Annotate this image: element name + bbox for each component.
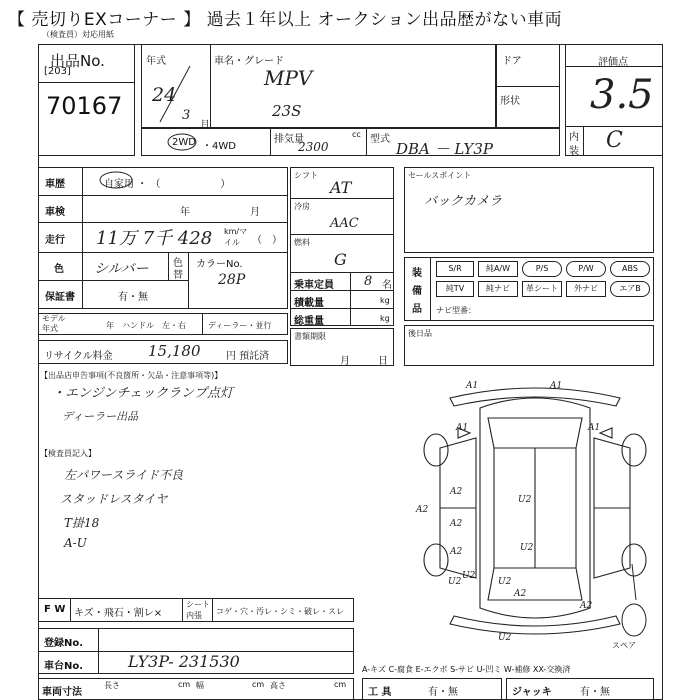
shift-value: AT [330,178,352,197]
fw-vl-1 [70,598,71,622]
seller-note-1: ・エンジンチェックランプ点灯 [52,386,233,401]
history-label: 車歴 [45,179,65,190]
inspector-note-2: スタッドレスタイヤ [60,492,168,506]
aircon-value: AAC [330,216,359,231]
dim-height-unit: cm [334,680,347,689]
drive-2wd-circle [166,132,198,152]
damage-mark: A1 [466,381,479,391]
equipment-vl [430,257,431,321]
dim-long: 長さ [104,681,120,690]
shape-label: 形状 [500,96,520,107]
legend: A-キズ C-腐食 E-エクボ S-サビ U-凹ミ W-補修 XX-交換済 [362,665,571,674]
capacity-label: 乗車定員 [294,280,334,291]
equip-ext-navi: 外ナビ [566,281,606,297]
door-label: ドア [502,56,522,67]
mileage-unit: km/マイル [224,227,248,247]
fw-vl-2 [182,598,183,622]
interior-vdivider [583,126,584,156]
drive-2wd: 2WD [172,137,196,148]
year-month-unit: 月 [200,120,210,131]
model-year-label-2: 年式 [42,324,58,333]
interior-value: C [606,128,623,153]
dim-width-unit: cm [252,680,265,689]
inspector-note-4: A-U [64,536,87,550]
doc-date-label: 書類期限 [294,332,326,341]
hl-4 [38,280,188,281]
doc-date-day: 日 [378,356,388,367]
interior-label-1: 内 [569,132,579,143]
spec-hl-3 [290,272,394,273]
damage-mark: U2 [518,495,532,505]
recycle-value: 15,180 [148,342,201,360]
displacement-unit: cc [352,130,361,139]
gross-label: 総重量 [294,316,324,327]
aircon-label: 冷房 [294,202,310,211]
year-label: 年式 [146,56,166,67]
equip-navi: 純ナビ [478,281,518,297]
equip-abs: ABS [610,261,650,277]
color-value: シルバー [94,261,149,277]
displacement-label: 排気量 [274,134,304,145]
dim-width: 幅 [196,681,204,690]
interior-label-2: 装 [569,146,579,157]
inspection-label: 車検 [45,207,65,218]
color-no-value: 28P [218,272,246,288]
warranty-value: 有・無 [118,292,148,303]
year-divider [210,44,211,128]
fuel-value: G [334,250,347,269]
model-year-vdivider [202,313,203,335]
door-divider [496,86,560,87]
dim-long-unit: cm [178,680,191,689]
damage-mark: A1 [456,423,469,433]
model-year-label-1: モデル [42,314,66,323]
damage-mark: U2 [520,543,534,553]
mileage-value: 11万 7千 428 [96,228,213,249]
equip-tv: 純TV [436,281,474,297]
year-slash [150,62,210,126]
fw-options: キズ・飛石・割レ× [74,608,163,619]
inspector-note-1: 左パワースライド不良 [64,468,184,482]
lot-number: 70167 [46,92,123,120]
history-text: 自家用 ・ （ ） [104,179,231,190]
seller-note-2: ディーラー出品 [62,410,139,423]
equip-airbag: エアB [610,281,650,297]
fw-sheet-1: シート [186,600,210,609]
type-divider [366,128,367,156]
year-month-value: 3 [182,108,191,123]
later-label: 後日品 [408,329,432,338]
equipment-label-3: 品 [412,304,422,315]
lot-code: [203] [44,66,71,77]
fw-vl-3 [212,598,213,622]
vl-label [82,167,83,309]
banner-text: 【 売切りEXコーナー 】 過去１年以上 オークション出品歴がない車両 [8,10,563,30]
warranty-label: 保証書 [45,292,75,303]
equip-ps: P/S [522,261,562,277]
later-box [404,325,654,366]
reg-vl [98,628,99,674]
year-value: 24 [152,84,177,106]
damage-mark: A2 [450,487,463,497]
hl-1 [38,195,288,196]
fw-label: F W [44,604,66,615]
score-label: 評価点 [598,57,628,68]
history-circle [98,170,134,190]
damage-mark: A1 [550,381,563,391]
color-change-2: 替 [173,270,183,281]
damage-mark: A2 [450,547,463,557]
load-unit: kg [380,296,390,305]
fw-sheet-options: コゲ・穴・汚レ・シミ・破レ・スレ [216,607,344,616]
sub-header: （検査員）対応用紙 [42,30,114,39]
damage-mark: A2 [514,589,527,599]
interior-divider [565,126,663,127]
color-no-label: カラーNo. [196,259,243,270]
score-value: 3.5 [590,72,654,118]
color-vdivider [188,252,189,309]
equipment-label-1: 装 [412,268,422,279]
capacity-value: 8 [364,274,373,289]
hl-2 [38,222,288,223]
inspection-year-unit: 年 [180,207,190,218]
sales-point-value: バックカメラ [424,194,503,209]
tools-label: 工 具 [368,687,392,698]
jack-value: 有・無 [580,687,610,698]
seller-notes-label: 【出品店申告事項(不良箇所・欠品・注意事項等)】 [40,371,223,380]
equip-navi-model: ナビ型番： [436,306,476,315]
inspector-note-3: T掛18 [64,516,100,530]
inspection-month-unit: 月 [250,207,260,218]
damage-mark: A1 [588,423,601,433]
equip-leather: 革シート [522,281,562,297]
spec-hl-2 [290,234,394,235]
sales-point-label: セールスポイント [408,171,472,180]
damage-mark: A2 [416,505,429,515]
dimensions-label: 車両寸法 [42,687,82,698]
inspector-notes-label: 【検査員記入】 [40,449,96,458]
equip-sr: S/R [436,261,474,277]
damage-mark: U2 [498,577,512,587]
jack-label: ジャッキ [512,687,552,698]
score-divider [565,66,663,67]
handle: ハンドル 左・右 [122,321,186,330]
spare-label: スペア [612,641,636,650]
equipment-label-2: 備 [412,286,422,297]
color-label: 色 [54,264,64,275]
type-label: 型式 [370,134,390,145]
car-grade: 23S [272,102,302,120]
equip-alloy: 純A/W [478,261,518,277]
gross-unit: kg [380,314,390,323]
damage-mark: A2 [450,519,463,529]
damage-mark: U2 [448,577,462,587]
equip-pw: P/W [566,261,606,277]
model-year-unit: 年 [106,321,114,330]
drive-divider [270,128,271,156]
dim-height: 高さ [270,681,286,690]
capacity-unit: 名 [382,280,392,291]
lot-divider [38,82,135,83]
name-label: 車名・グレード [214,56,284,67]
damage-mark: A2 [580,601,593,611]
hl-3 [38,252,288,253]
damage-mark: U2 [462,571,476,581]
recycle-unit: 円 預託済 [226,351,270,362]
spec-vl [350,272,351,326]
spec-hl-1 [290,198,394,199]
dealer: ディーラー・並行 [208,321,272,330]
lot-label: 出品No. [50,52,105,70]
doc-date-month: 月 [340,356,350,367]
color-change-vdivider [168,252,169,280]
spare-tire [614,560,654,640]
fw-sheet-2: 内張 [186,611,202,620]
recycle-label: リサイクル料金 [44,351,113,362]
type-value: DBA － LY3P [396,140,493,158]
damage-mark: U2 [498,633,512,643]
banner [0,0,700,30]
color-change-1: 色 [173,258,183,269]
chassis-value: LY3P- 231530 [128,652,240,671]
shift-label: シフト [294,171,318,180]
car-model: MPV [264,66,313,90]
mileage-extra: （ ） [252,235,282,246]
fuel-label: 燃料 [294,238,310,247]
registration-label: 登録No. [44,638,84,649]
load-label: 積載量 [294,298,324,309]
tools-value: 有・無 [428,687,458,698]
displacement-value: 2300 [298,140,329,154]
mileage-label: 走行 [45,235,65,246]
drive-4wd: ・4WD [202,141,236,152]
chassis-label: 車台No. [44,661,84,672]
